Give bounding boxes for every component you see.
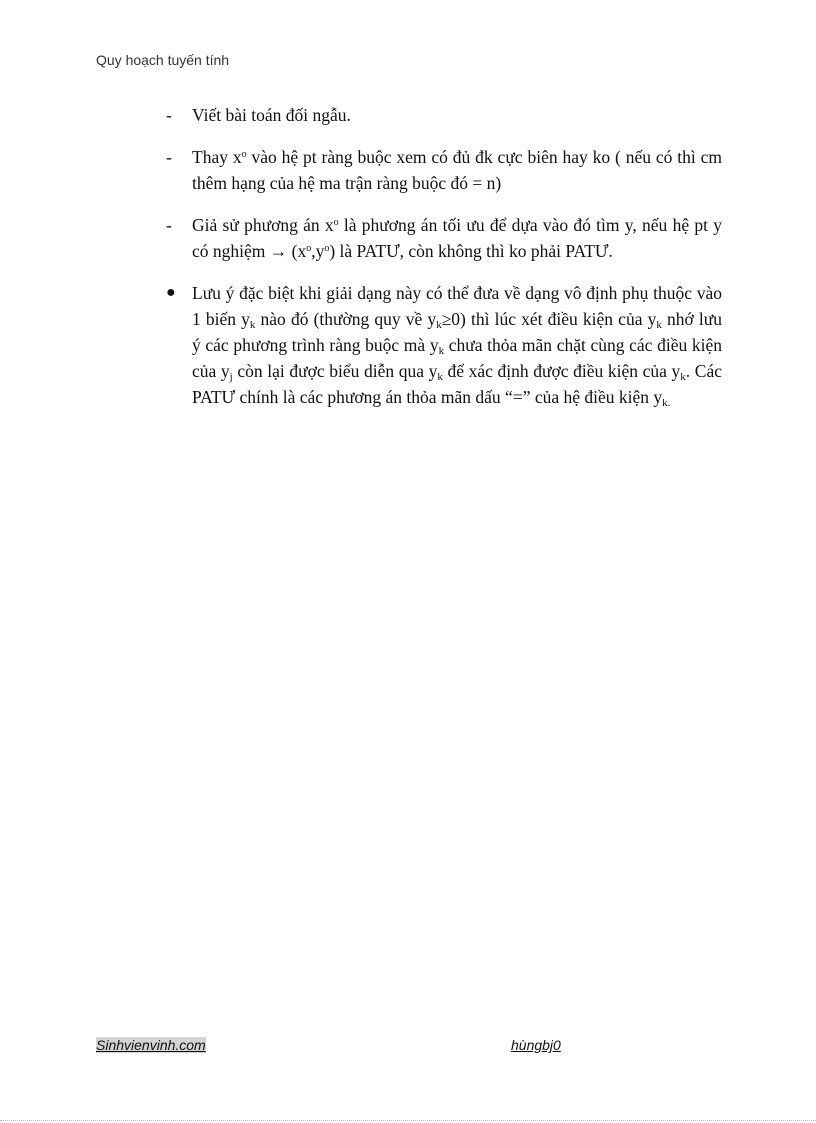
list-item: [166, 144, 722, 196]
list-item: [166, 280, 722, 410]
list-item: [166, 212, 722, 264]
footer-author: hùngbj0: [511, 1037, 561, 1053]
bullet-icon: ●: [166, 284, 176, 301]
content-list: [166, 102, 722, 410]
page-header: Quy hoạch tuyến tính: [96, 52, 230, 68]
item-text: Viết bài toán đối ngẫu.: [192, 105, 351, 125]
page-divider: [0, 1120, 816, 1121]
footer-site-link[interactable]: Sinhvienvinh.com: [96, 1037, 206, 1053]
list-item: [166, 102, 722, 128]
dash-marker: -: [166, 147, 172, 167]
dash-marker: -: [166, 215, 172, 235]
item-text: Lưu ý đặc biệt khi giải dạng này có thể đưa về dạng vô định phụ thuộc vào 1 biến $y_k$ nào đó (thường quy về $y_k\ge 0$) thì lúc xét điều kiện của $y_k$ nhớ lưu ý các phương trình ràng buộc mà $y_k$ chưa thỏa mãn chặt cùng các điều kiện của $y_j$ còn lại được biểu diễn qua $y_k$ để xác định được điều kiện của $y_k$. Các PATƯ chính là các phương án thỏa mãn dấu “=” của hệ điều kiện $y_{k.}$: [192, 283, 722, 409]
item-text: Giả sử phương án $x^o$ là phương án tối ưu để dựa vào đó tìm y, nếu hệ pt y có nghiệm → $(x^o,y^o)$ là PATƯ, còn không thì ko phải PATƯ.: [192, 215, 722, 261]
dash-marker: -: [166, 105, 172, 125]
item-text: Thay $x^o$ vào hệ pt ràng buộc xem có đủ đk cực biên hay ko ( nếu có thì cm thêm hạng của hệ ma trận ràng buộc đó = n): [192, 147, 722, 193]
